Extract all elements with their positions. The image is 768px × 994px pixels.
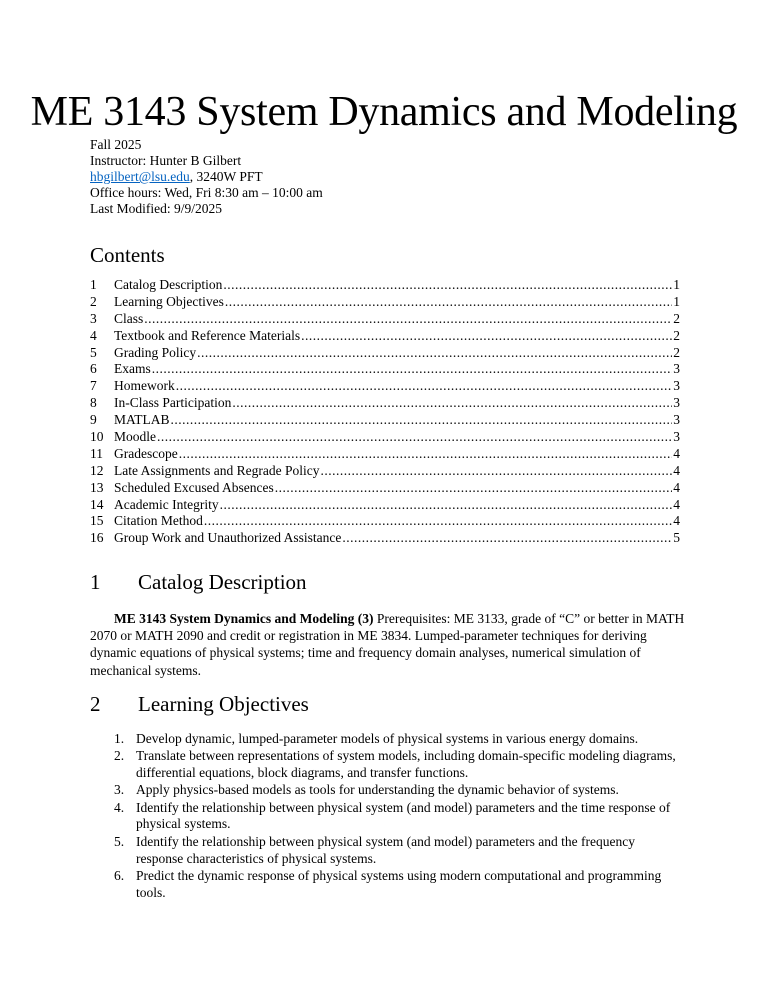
toc-leader-dots — [232, 395, 672, 412]
toc-title[interactable]: Academic Integrity — [114, 496, 219, 512]
toc-title[interactable]: Catalog Description — [114, 277, 223, 292]
toc-page-number: 4 — [673, 479, 680, 495]
toc-number: 3 — [90, 310, 97, 326]
toc-entry[interactable] — [90, 530, 680, 547]
list-item — [114, 800, 684, 834]
toc-line — [114, 277, 680, 294]
toc-line — [114, 429, 680, 446]
contents-heading: Contents — [90, 243, 165, 267]
toc-title[interactable]: Gradescope — [114, 445, 178, 461]
list-item-number: 2. — [114, 748, 125, 764]
toc-number: 15 — [90, 513, 104, 529]
section-heading-learning-objectives — [90, 692, 309, 716]
toc-page-number: 2 — [673, 344, 680, 360]
toc-line — [114, 530, 680, 547]
toc-line — [114, 446, 680, 463]
toc-number: 13 — [90, 479, 104, 495]
learning-objectives-list — [114, 731, 684, 902]
toc-page-number: 4 — [673, 462, 680, 478]
toc-line — [114, 345, 680, 362]
toc-leader-dots — [204, 513, 672, 530]
toc-leader-dots — [179, 446, 673, 463]
toc-entry[interactable] — [90, 480, 680, 497]
toc-number: 14 — [90, 496, 104, 512]
table-of-contents — [90, 277, 680, 547]
toc-line — [114, 513, 680, 530]
list-item — [114, 731, 684, 748]
list-item-text: Identify the relationship between physical system (and model) parameters and the frequency response characteristics of physical systems. — [136, 833, 635, 866]
toc-page-number: 3 — [673, 378, 680, 394]
list-item-number: 4. — [114, 799, 125, 815]
toc-entry[interactable] — [90, 277, 680, 294]
toc-page-number: 4 — [673, 496, 680, 512]
toc-leader-dots — [342, 530, 672, 547]
instructor: Instructor: Hunter B Gilbert — [90, 153, 242, 168]
list-item-number: 1. — [114, 731, 125, 746]
toc-line — [114, 294, 680, 311]
list-item-text: Develop dynamic, lumped-parameter models of physical systems in various energy domains. — [136, 731, 639, 746]
toc-page-number: 5 — [673, 530, 680, 546]
toc-number: 6 — [90, 361, 97, 377]
section-number: 2 — [90, 692, 101, 716]
toc-leader-dots — [220, 497, 673, 514]
toc-entry[interactable] — [90, 294, 680, 311]
toc-page-number: 1 — [673, 293, 680, 309]
section-number: 1 — [90, 570, 101, 594]
office-location: , 3240W PFT — [189, 169, 263, 184]
toc-leader-dots — [301, 328, 672, 345]
toc-number: 9 — [90, 412, 97, 428]
catalog-description-text: Prerequisites: ME 3133, grade of “C” or better in MATH 2070 or MATH 2090 and credit or registration in ME 3834. Lumped-parameter techniques for deriving dynamic equations of physical systems; time and frequency domain analyses, numerical simulation of mechanical systems. — [90, 611, 685, 678]
toc-leader-dots — [225, 294, 672, 311]
toc-number: 16 — [90, 530, 104, 546]
toc-title[interactable]: Scheduled Excused Absences — [114, 479, 274, 495]
toc-leader-dots — [171, 412, 673, 429]
toc-line — [114, 395, 680, 412]
toc-page-number: 4 — [673, 513, 680, 529]
section-title: Learning Objectives — [138, 692, 309, 716]
toc-line — [114, 412, 680, 429]
toc-number: 1 — [90, 277, 97, 292]
toc-title[interactable]: Grading Policy — [114, 344, 197, 360]
toc-title[interactable]: Textbook and Reference Materials — [114, 327, 301, 343]
toc-line — [114, 361, 680, 378]
toc-leader-dots — [144, 311, 672, 328]
toc-line — [114, 311, 680, 328]
toc-leader-dots — [152, 361, 673, 378]
toc-entry[interactable] — [90, 311, 680, 328]
list-item-text: Translate between representations of system models, including domain-specific modeling diagrams, differential equations, block diagrams, and transfer functions. — [136, 748, 676, 781]
toc-leader-dots — [320, 463, 672, 480]
term: Fall 2025 — [90, 137, 142, 152]
toc-number: 11 — [90, 445, 103, 461]
toc-entry[interactable] — [90, 328, 680, 345]
toc-title[interactable]: Citation Method — [114, 513, 203, 529]
toc-page-number: 3 — [673, 361, 680, 377]
toc-title[interactable]: Homework — [114, 378, 175, 394]
toc-page-number: 2 — [673, 327, 680, 343]
toc-entry[interactable] — [90, 412, 680, 429]
list-item-text: Predict the dynamic response of physical systems using modern computational and programming tools. — [136, 867, 662, 900]
toc-line — [114, 463, 680, 480]
toc-leader-dots — [223, 277, 672, 294]
course-title-bold: ME 3143 System Dynamics and Modeling (3) — [114, 611, 374, 626]
toc-page-number: 1 — [673, 277, 680, 292]
last-modified: Last Modified: 9/9/2025 — [90, 201, 222, 216]
toc-title[interactable]: Exams — [114, 361, 151, 377]
toc-entry[interactable] — [90, 429, 680, 446]
email-link[interactable]: hbgilbert@lsu.edu — [90, 169, 190, 184]
list-item-text: Identify the relationship between physical system (and model) parameters and the time response of physical systems. — [136, 799, 671, 832]
toc-number: 7 — [90, 378, 97, 394]
list-item-text: Apply physics-based models as tools for understanding the dynamic behavior of systems. — [136, 782, 619, 798]
toc-title[interactable]: Group Work and Unauthorized Assistance — [114, 530, 342, 546]
section-heading-catalog-description — [90, 570, 307, 594]
catalog-description-paragraph — [90, 610, 686, 679]
list-item — [114, 748, 684, 782]
toc-number: 2 — [90, 293, 97, 309]
toc-number: 5 — [90, 344, 97, 360]
toc-entry[interactable] — [90, 378, 680, 395]
toc-line — [114, 328, 680, 345]
toc-entry[interactable] — [90, 446, 680, 463]
list-item-number: 3. — [114, 782, 125, 798]
toc-entry[interactable] — [90, 345, 680, 362]
toc-page-number: 3 — [673, 429, 680, 445]
toc-leader-dots — [197, 345, 672, 362]
toc-leader-dots — [157, 429, 672, 446]
list-item — [114, 782, 684, 799]
toc-page-number: 2 — [673, 310, 680, 326]
toc-title[interactable]: Moodle — [114, 429, 156, 445]
toc-number: 12 — [90, 462, 104, 478]
toc-entry[interactable] — [90, 395, 680, 412]
toc-page-number: 3 — [673, 395, 680, 411]
list-item — [114, 868, 684, 902]
toc-entry[interactable] — [90, 463, 680, 480]
toc-title[interactable]: Late Assignments and Regrade Policy — [114, 462, 320, 478]
toc-leader-dots — [176, 378, 673, 395]
toc-number: 10 — [90, 429, 104, 445]
toc-line — [114, 480, 680, 497]
list-item — [114, 834, 684, 868]
document-title: ME 3143 System Dynamics and Modeling — [30, 89, 738, 135]
toc-page-number: 3 — [673, 412, 680, 428]
toc-entry[interactable] — [90, 361, 680, 378]
toc-title[interactable]: Class — [114, 310, 144, 326]
course-info — [90, 137, 323, 217]
toc-number: 4 — [90, 327, 97, 343]
toc-entry[interactable] — [90, 513, 680, 530]
list-item-number: 5. — [114, 833, 125, 849]
toc-title[interactable]: Learning Objectives — [114, 293, 224, 309]
toc-title[interactable]: In-Class Participation — [114, 395, 232, 411]
list-item-number: 6. — [114, 867, 125, 883]
toc-page-number: 4 — [673, 445, 680, 461]
toc-number: 8 — [90, 395, 97, 411]
contact-line — [90, 169, 323, 185]
section-title: Catalog Description — [138, 570, 307, 594]
office-hours: Office hours: Wed, Fri 8:30 am – 10:00 am — [90, 185, 323, 200]
toc-title[interactable]: MATLAB — [114, 412, 170, 428]
toc-line — [114, 378, 680, 395]
toc-entry[interactable] — [90, 497, 680, 514]
toc-leader-dots — [275, 480, 673, 497]
toc-line — [114, 497, 680, 514]
